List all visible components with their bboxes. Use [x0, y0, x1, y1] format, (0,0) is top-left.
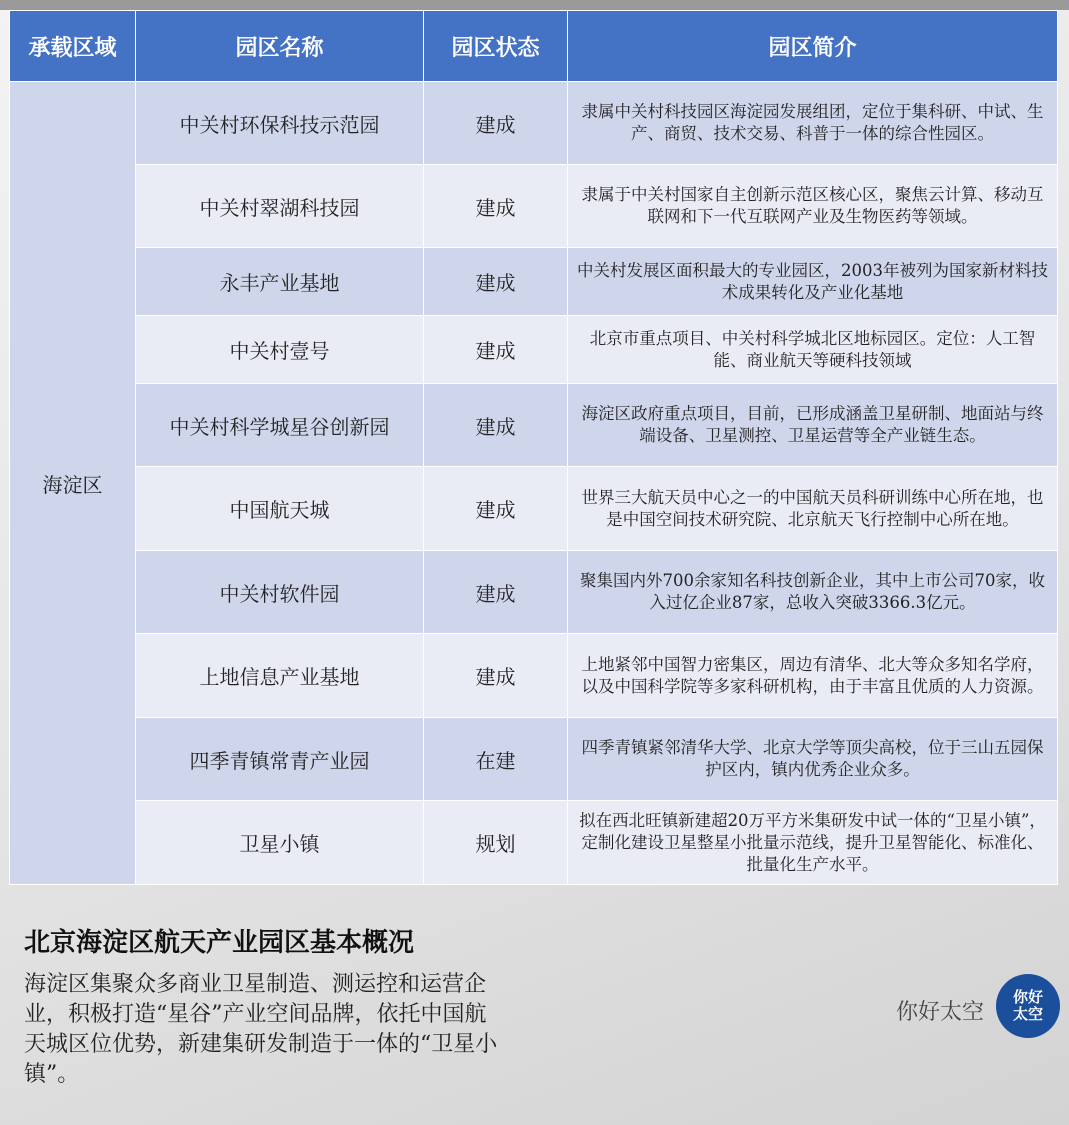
- brand-name: 你好太空: [896, 1000, 985, 1025]
- brand-logo-icon: [996, 974, 1060, 1038]
- table-row: [10, 551, 1058, 634]
- park-name: 中关村翠湖科技园: [136, 165, 424, 248]
- park-description: 隶属中关村科技园区海淀园发展组团，定位于集科研、中试、生产、商贸、技术交易、科普于一体的综合性园区。: [568, 82, 1058, 165]
- table-row: [10, 634, 1058, 718]
- park-description: 四季青镇紧邻清华大学、北京大学等顶尖高校，位于三山五园保护区内，镇内优秀企业众多。: [568, 718, 1058, 801]
- header-park-name: 园区名称: [136, 11, 424, 82]
- top-border: [0, 0, 1069, 10]
- park-status: 建成: [424, 551, 568, 634]
- park-status: 建成: [424, 82, 568, 165]
- caption-body: 海淀区集聚众多商业卫星制造、测运控和运营企业，积极打造“星谷”产业空间品牌，依托中国航天城区位优势，新建集研发制造于一体的“卫星小镇”。: [24, 972, 498, 1087]
- park-status: 在建: [424, 718, 568, 801]
- park-description: 上地紧邻中国智力密集区，周边有清华、北大等众多知名学府，以及中国科学院等多家科研机构，由于丰富且优质的人力资源。: [568, 634, 1058, 718]
- park-table: [9, 10, 1058, 885]
- park-status: 建成: [424, 165, 568, 248]
- park-name: 永丰产业基地: [136, 248, 424, 316]
- park-status: 建成: [424, 248, 568, 316]
- region-cell: 海淀区: [10, 82, 136, 885]
- park-description: 中关村发展区面积最大的专业园区，2003年被列为国家新材料技术成果转化及产业化基地: [568, 248, 1058, 316]
- park-description: 北京市重点项目、中关村科学城北区地标园区。定位：人工智能、商业航天等硬科技领域: [568, 316, 1058, 384]
- park-name: 中关村环保科技示范园: [136, 82, 424, 165]
- park-description: 隶属于中关村国家自主创新示范区核心区，聚焦云计算、移动互联网和下一代互联网产业及生物医药等领域。: [568, 165, 1058, 248]
- table-row: [10, 248, 1058, 316]
- park-name: 中关村壹号: [136, 316, 424, 384]
- park-name: 上地信息产业基地: [136, 634, 424, 718]
- header-park-status: 园区状态: [424, 11, 568, 82]
- table-row: [10, 82, 1058, 165]
- table-row: [10, 316, 1058, 384]
- park-description: 海淀区政府重点项目，目前，已形成涵盖卫星研制、地面站与终端设备、卫星测控、卫星运营等全产业链生态。: [568, 384, 1058, 467]
- park-description: 世界三大航天员中心之一的中国航天员科研训练中心所在地，也是中国空间技术研究院、北京航天飞行控制中心所在地。: [568, 467, 1058, 551]
- park-name: 中关村科学城星谷创新园: [136, 384, 424, 467]
- table-row: [10, 801, 1058, 885]
- header-park-description: 园区简介: [568, 11, 1058, 82]
- park-status: 建成: [424, 467, 568, 551]
- park-name: 四季青镇常青产业园: [136, 718, 424, 801]
- header-row: [10, 11, 1058, 82]
- park-status: 建成: [424, 634, 568, 718]
- table-row: [10, 165, 1058, 248]
- table-row: [10, 384, 1058, 467]
- header-region: 承载区域: [10, 11, 136, 82]
- table-row: [10, 467, 1058, 551]
- park-description: 拟在西北旺镇新建超20万平方米集研发中试一体的“卫星小镇”，定制化建设卫星整星小批量示范线，提升卫星智能化、标准化、批量化生产水平。: [568, 801, 1058, 885]
- table-row: [10, 718, 1058, 801]
- park-name: 卫星小镇: [136, 801, 424, 885]
- park-description: 聚集国内外700余家知名科技创新企业，其中上市公司70家，收入过亿企业87家，总收入突破3366.3亿元。: [568, 551, 1058, 634]
- park-status: 规划: [424, 801, 568, 885]
- brand-logo-line: 你好: [1012, 988, 1043, 1006]
- park-status: 建成: [424, 316, 568, 384]
- park-status: 建成: [424, 384, 568, 467]
- brand-logo-line: 太空: [1012, 1005, 1043, 1023]
- caption-title: 北京海淀区航天产业园区基本概况: [24, 928, 415, 958]
- park-name: 中国航天城: [136, 467, 424, 551]
- park-name: 中关村软件园: [136, 551, 424, 634]
